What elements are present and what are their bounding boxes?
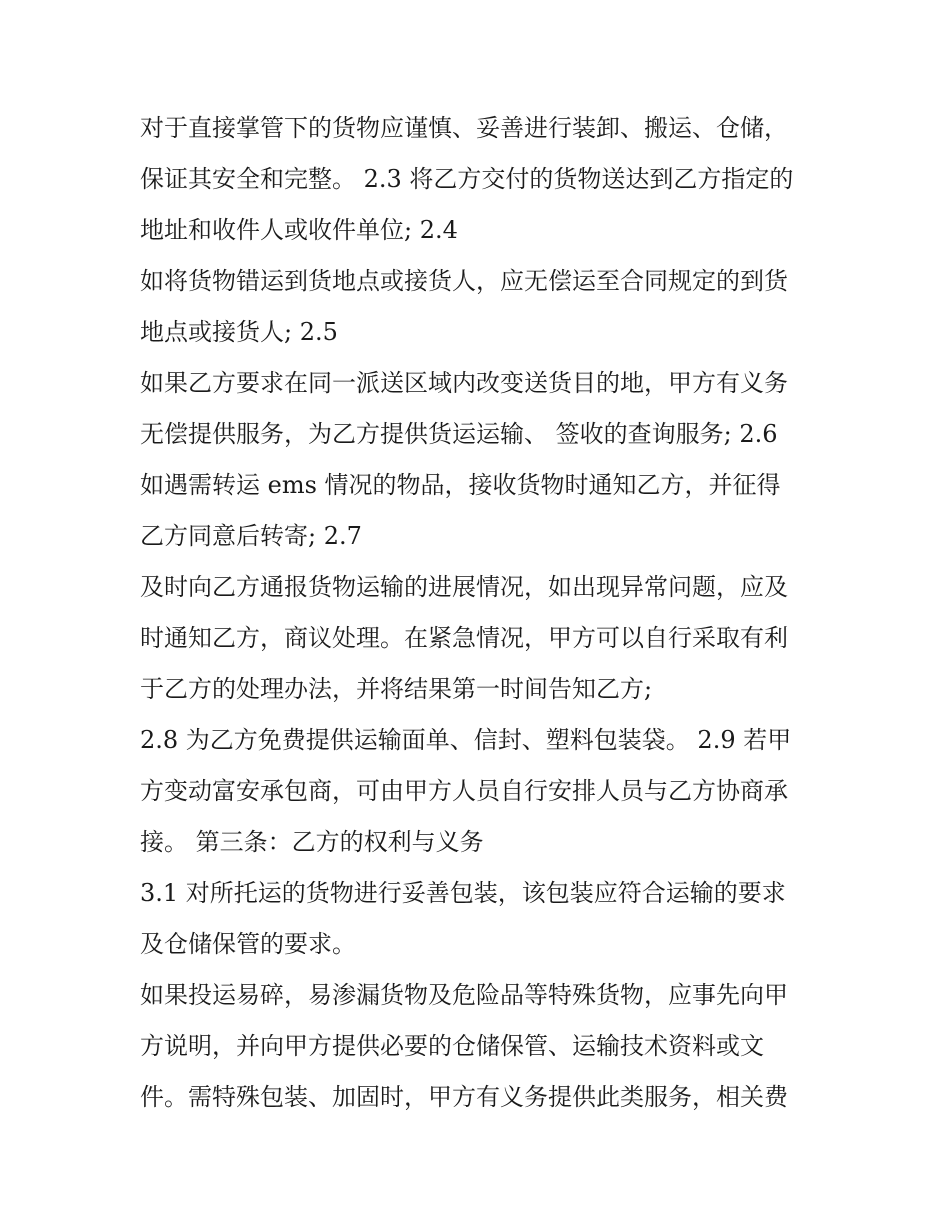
- text-line: 对于直接掌管下的货物应谨慎、妥善进行装卸、搬运、仓储，: [140, 114, 788, 142]
- document-body: [140, 103, 830, 1123]
- text-line: 方变动富安承包商，可由甲方人员自行安排人员与乙方协商承: [140, 777, 788, 805]
- text-line: 地址和收件人或收件单位; 2.4: [140, 216, 458, 244]
- text-line: 及仓储保管的要求。: [140, 930, 356, 958]
- text-line: 及时向乙方通报货物运输的进展情况，如出现异常问题，应及: [140, 573, 788, 601]
- text-line: 如果投运易碎，易渗漏货物及危险品等特殊货物，应事先向甲: [140, 981, 788, 1009]
- text-line: 2.8 为乙方免费提供运输面单、信封、塑料包装袋。 2.9 若甲: [140, 726, 792, 754]
- text-line: 接。 第三条：乙方的权利与义务: [140, 828, 484, 856]
- text-line: 地点或接货人; 2.5: [140, 318, 338, 346]
- text-line: 件。需特殊包装、加固时，甲方有义务提供此类服务，相关费: [140, 1083, 788, 1111]
- text-line: 于乙方的处理办法，并将结果第一时间告知乙方;: [140, 675, 653, 703]
- text-line: 保证其安全和完整。 2.3 将乙方交付的货物送达到乙方指定的: [140, 165, 794, 193]
- text-line: 如果乙方要求在同一派送区域内改变送货目的地，甲方有义务: [140, 369, 788, 397]
- text-line: 如将货物错运到货地点或接货人，应无偿运至合同规定的到货: [140, 267, 788, 295]
- text-line: 无偿提供服务，为乙方提供货运运输、 签收的查询服务; 2.6: [140, 420, 778, 448]
- text-line: 3.1 对所托运的货物进行妥善包装，该包装应符合运输的要求: [140, 879, 786, 907]
- text-line: 如遇需转运 ems 情况的物品，接收货物时通知乙方，并征得: [140, 471, 781, 499]
- text-line: 乙方同意后转寄; 2.7: [140, 522, 362, 550]
- text-line: 方说明，并向甲方提供必要的仓储保管、运输技术资料或文: [140, 1032, 764, 1060]
- text-line: 时通知乙方，商议处理。在紧急情况，甲方可以自行采取有利: [140, 624, 788, 652]
